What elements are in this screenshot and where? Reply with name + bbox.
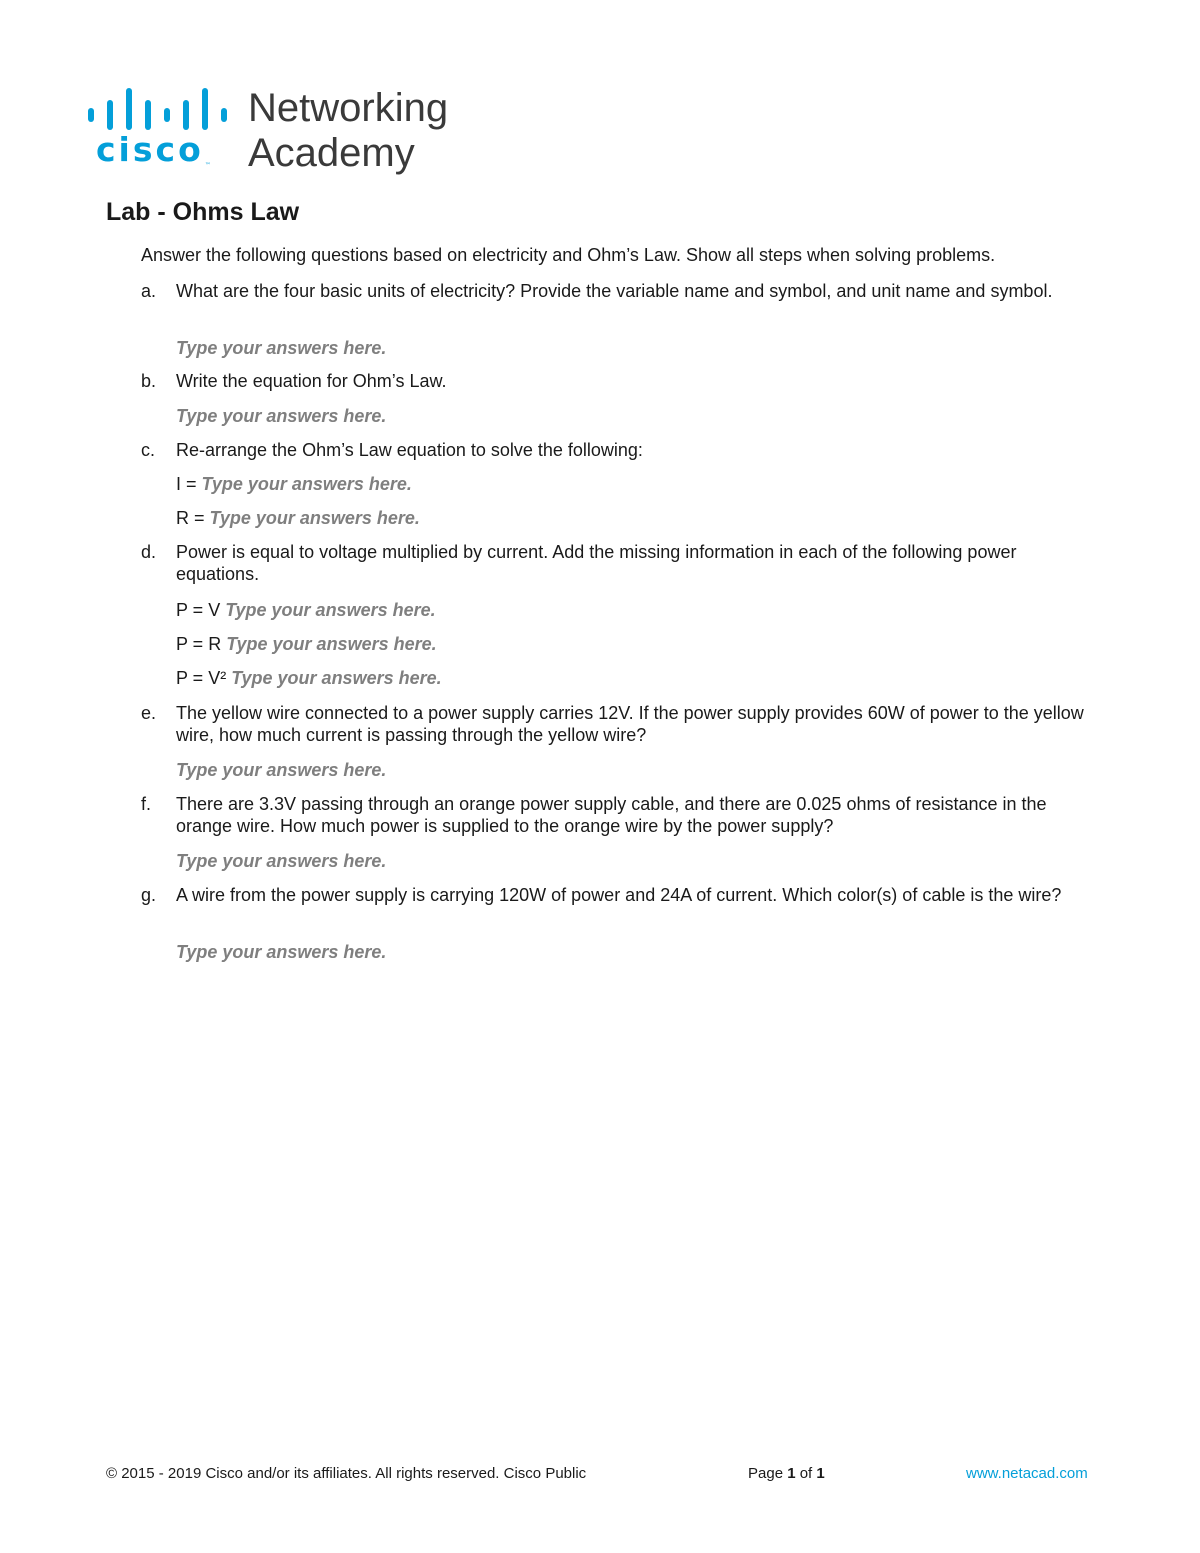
answer-field[interactable] bbox=[176, 633, 437, 655]
question-letter: e. bbox=[141, 703, 157, 723]
instructions: Answer the following questions based on electricity and Ohm’s Law. Show all steps when solving problems. bbox=[141, 245, 996, 265]
question-letter: f. bbox=[141, 794, 152, 814]
answer-prefix: P = V² bbox=[176, 668, 232, 688]
answer-placeholder[interactable]: Type your answers here. bbox=[176, 760, 387, 780]
answer-placeholder[interactable]: Type your answers here. bbox=[225, 600, 436, 620]
answer-placeholder[interactable]: Type your answers here. bbox=[176, 942, 387, 962]
footer-website-link[interactable]: www.netacad.com bbox=[966, 1465, 1088, 1482]
answer-placeholder[interactable]: Type your answers here. bbox=[176, 851, 387, 871]
footer-copyright: © 2015 - 2019 Cisco and/or its affiliates. All rights reserved. Cisco Public bbox=[106, 1465, 587, 1482]
answer-field[interactable] bbox=[176, 599, 436, 621]
question-text: The yellow wire connected to a power supply carries 12V. If the power supply provides 60W of power to the yellow wire, how much current is passing through the yellow wire? bbox=[176, 703, 1084, 745]
answer-prefix: R = bbox=[176, 508, 210, 528]
answer-placeholder[interactable]: Type your answers here. bbox=[176, 406, 387, 426]
answer-field[interactable] bbox=[176, 337, 386, 359]
page-title: Lab - Ohms Law bbox=[106, 198, 300, 226]
cisco-wordmark: cisco™ bbox=[96, 130, 211, 169]
answer-field[interactable] bbox=[176, 473, 412, 495]
answer-prefix: P = R bbox=[176, 634, 227, 654]
networking-academy-wordmark bbox=[248, 86, 448, 176]
footer-page-number: Page 1 of 1 bbox=[748, 1465, 825, 1482]
answer-field[interactable] bbox=[176, 667, 442, 689]
question-letter: d. bbox=[141, 542, 157, 562]
answer-field[interactable] bbox=[176, 507, 420, 529]
question-text: A wire from the power supply is carrying 120W of power and 24A of current. Which color(s) of cable is the wire? bbox=[176, 885, 1062, 905]
answer-placeholder[interactable]: Type your answers here. bbox=[201, 474, 412, 494]
question-letter: a. bbox=[141, 281, 157, 301]
question-text: Write the equation for Ohm’s Law. bbox=[176, 371, 447, 391]
logo-line-academy: Academy bbox=[248, 131, 415, 175]
logo-line-networking: Networking bbox=[248, 86, 449, 130]
answer-field[interactable] bbox=[176, 850, 386, 872]
question-text: What are the four basic units of electricity? Provide the variable name and symbol, and unit name and symbol. bbox=[176, 281, 1053, 301]
question-text: Re-arrange the Ohm’s Law equation to solve the following: bbox=[176, 440, 643, 460]
answer-placeholder[interactable]: Type your answers here. bbox=[176, 338, 387, 358]
answer-placeholder[interactable]: Type your answers here. bbox=[209, 508, 420, 528]
answer-field[interactable] bbox=[176, 405, 386, 427]
answer-placeholder[interactable]: Type your answers here. bbox=[231, 668, 442, 688]
question-letter: g. bbox=[141, 885, 157, 905]
question-text: Power is equal to voltage multiplied by current. Add the missing information in each of the following power equations. bbox=[176, 542, 1017, 584]
cisco-bars-icon bbox=[0, 0, 240, 140]
answer-field[interactable] bbox=[176, 759, 386, 781]
answer-placeholder[interactable]: Type your answers here. bbox=[226, 634, 437, 654]
answer-prefix: P = V bbox=[176, 600, 226, 620]
question-letter: c. bbox=[141, 440, 156, 460]
answer-prefix: I = bbox=[176, 474, 202, 494]
question-letter: b. bbox=[141, 371, 157, 391]
answer-field[interactable] bbox=[176, 941, 386, 963]
question-text: There are 3.3V passing through an orange power supply cable, and there are 0.025 ohms of resistance in the orange wire. How much power is supplied to the orange wire by the power supply? bbox=[176, 794, 1047, 836]
